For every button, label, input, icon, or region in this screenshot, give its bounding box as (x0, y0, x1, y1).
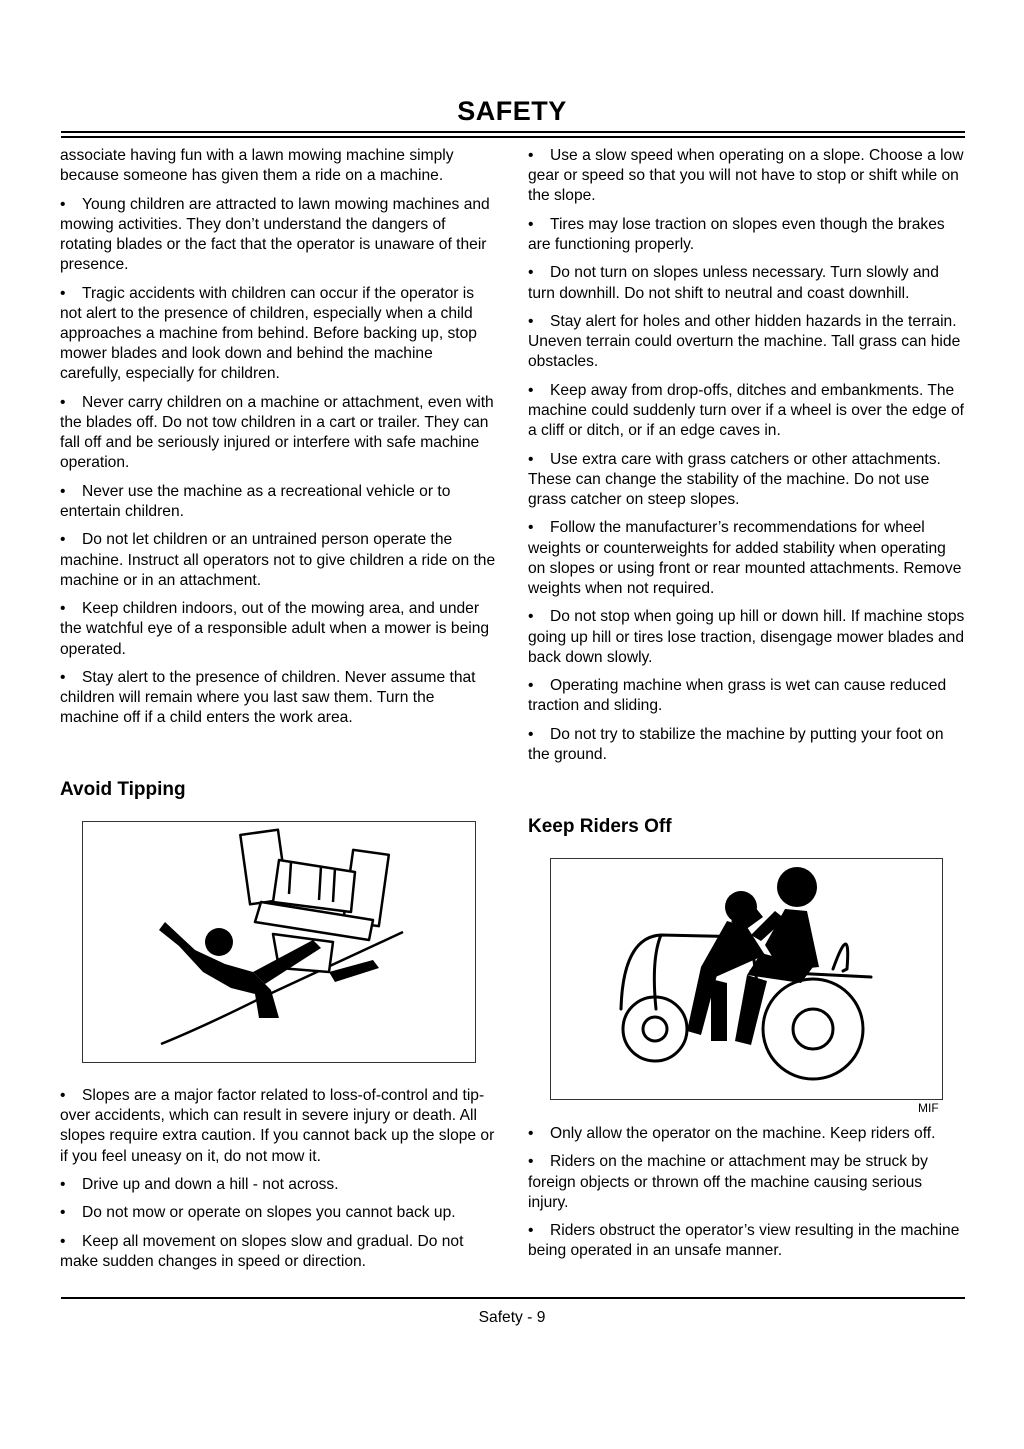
page-number: Safety - 9 (478, 1309, 546, 1326)
footer-rule (61, 1297, 965, 1299)
bullet-item: • Riders obstruct the operator’s view resulting in the machine being operated in an unsafe manner. (528, 1221, 966, 1261)
left-column (60, 146, 496, 737)
riders-illustration (550, 858, 943, 1100)
avoid-tipping-text (60, 1086, 496, 1280)
avoid-tipping-heading: Avoid Tipping (60, 779, 186, 800)
figure-code: MIF (918, 1101, 939, 1115)
bullet-item: • Keep children indoors, out of the mowing area, and under the watchful eye of a responsible adult when a mower is being operated. (60, 599, 496, 660)
bullet-item: • Do not turn on slopes unless necessary. Turn slowly and turn downhill. Do not shift to neutral and coast downhill. (528, 263, 966, 303)
bullet-item: • Do not try to stabilize the machine by putting your foot on the ground. (528, 725, 966, 765)
page-title: SAFETY (457, 96, 567, 126)
bullet-item: • Use extra care with grass catchers or other attachments. These can change the stability of the machine. Do not use grass catcher on steep slopes. (528, 450, 966, 511)
bullet-item: • Never use the machine as a recreational vehicle or to entertain children. (60, 482, 496, 522)
bullet-item: • Tires may lose traction on slopes even though the brakes are functioning properly. (528, 215, 966, 255)
bullet-item: • Do not stop when going up hill or down hill. If machine stops going up hill or tires lose traction, disengage mower blades and back down slowly. (528, 607, 966, 668)
bullet-item: • Tragic accidents with children can occur if the operator is not alert to the presence of children, especially when a child approaches a machine from behind. Before backing up, stop mower blades and look down and behind the machine carefully, especially for children. (60, 284, 496, 385)
bullet-item: • Keep all movement on slopes slow and gradual. Do not make sudden changes in speed or direction. (60, 1232, 496, 1272)
tipping-illustration (82, 821, 476, 1063)
bullet-item: • Follow the manufacturer’s recommendations for wheel weights or counterweights for added stability when operating on slopes or using front or rear mounted attachments. Remove weights when not required. (528, 518, 966, 599)
tipping-mower-icon (83, 822, 475, 1062)
right-column (528, 146, 966, 773)
bullet-item: • Stay alert to the presence of children. Never assume that children will remain where you last saw them. Turn the machine off if a child enters the work area. (60, 668, 496, 729)
bullet-item: • Young children are attracted to lawn mowing machines and mowing activities. They don’t understand the dangers of rotating blades or the fact that the operator is unaware of their presence. (60, 195, 496, 276)
bullet-item: • Slopes are a major factor related to loss-of-control and tip-over accidents, which can result in severe injury or death. All slopes require extra caution. If you cannot back up the slope or if you feel uneasy on it, do not mow it. (60, 1086, 496, 1167)
bullet-item: • Operating machine when grass is wet can cause reduced traction and sliding. (528, 676, 966, 716)
paragraph: associate having fun with a lawn mowing machine simply because someone has given them a ride on a machine. (60, 147, 454, 185)
header-rule-secondary (61, 136, 965, 138)
bullet-item: • Do not mow or operate on slopes you cannot back up. (60, 1203, 496, 1223)
bullet-item: • Use a slow speed when operating on a slope. Choose a low gear or speed so that you will not have to stop or shift while on the slope. (528, 146, 966, 207)
header-rule (61, 131, 965, 133)
bullet-item: • Riders on the machine or attachment may be struck by foreign objects or thrown off the machine causing serious injury. (528, 1152, 966, 1213)
bullet-item: • Keep away from drop-offs, ditches and embankments. The machine could suddenly turn over if a wheel is over the edge of a cliff or ditch, or if an edge caves in. (528, 381, 966, 442)
bullet-item: • Drive up and down a hill - not across. (60, 1175, 496, 1195)
keep-riders-off-text (528, 1124, 966, 1270)
bullet-item: • Never carry children on a machine or attachment, even with the blades off. Do not tow children in a cart or trailer. They can fall off and be seriously injured or interfere with safe machine operation. (60, 393, 496, 474)
bullet-item: • Stay alert for holes and other hidden hazards in the terrain. Uneven terrain could overturn the machine. Tall grass can hide obstacles. (528, 312, 966, 373)
keep-riders-off-heading: Keep Riders Off (528, 816, 672, 837)
tractor-riders-icon (551, 859, 942, 1099)
bullet-item: • Do not let children or an untrained person operate the machine. Instruct all operators not to give children a ride on the machine or in an attachment. (60, 530, 496, 591)
bullet-item: • Only allow the operator on the machine. Keep riders off. (528, 1124, 966, 1144)
